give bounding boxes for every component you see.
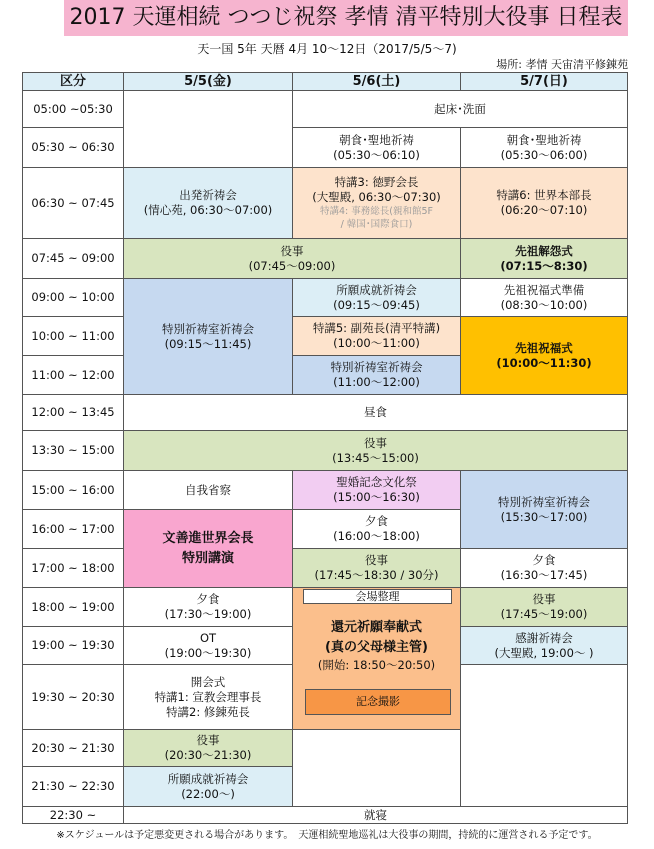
time-slot-line: 05:00 ~05:30 bbox=[33, 101, 113, 116]
time-slot bbox=[22, 729, 124, 767]
event-departure-prayer-line: 出発祈祷会 bbox=[179, 188, 237, 202]
header-col2 bbox=[292, 72, 461, 91]
event-prayer-room-1 bbox=[123, 278, 293, 395]
event-service-4-line: (17:45～19:00) bbox=[500, 607, 588, 621]
event-ancestor-prep bbox=[460, 278, 628, 317]
event-opening-line: 開会式 bbox=[190, 674, 226, 689]
event-photo: 記念撮影 bbox=[305, 689, 451, 715]
time-slot-line: 05:30 ~ 06:30 bbox=[31, 140, 115, 154]
time-slot bbox=[22, 664, 124, 730]
time-slot bbox=[22, 470, 124, 510]
time-slot-line: 07:45 ~ 09:00 bbox=[31, 251, 115, 265]
place-label: 場所: 孝情 天宙清平修錬苑 bbox=[496, 58, 628, 71]
time-slot-line: 06:30 ~ 07:45 bbox=[31, 195, 115, 210]
time-slot bbox=[22, 278, 124, 317]
event-departure-prayer bbox=[123, 167, 293, 239]
event-prayer-room-3 bbox=[460, 470, 628, 549]
time-slot-line: 19:00 ~ 19:30 bbox=[31, 638, 115, 652]
time-slot-line: 22:30 ~ bbox=[49, 807, 97, 822]
event-lunch bbox=[123, 394, 628, 431]
event-thanks-prayer-line: 感謝祈祷会 bbox=[515, 630, 573, 645]
event-opening bbox=[123, 664, 293, 730]
time-slot bbox=[22, 355, 124, 395]
event-dinner-0507-line: (16:30～17:45) bbox=[500, 568, 588, 582]
event-breakfast-0506-line: (05:30～06:10) bbox=[333, 147, 420, 162]
event-offering-title-line: (真の父母様主管) bbox=[325, 640, 428, 655]
event-departure-prayer-line: (情心苑, 06:30～07:00) bbox=[143, 203, 273, 217]
footer-note: ※スケジュールは予定悪変更される場合があります。 天運相続聖地巡礼は大役事の期間，持続的に運営される予定です。 bbox=[56, 830, 598, 841]
event-thanks-prayer bbox=[460, 626, 628, 665]
event-prayer-room-1-line: (09:15～11:45) bbox=[164, 336, 252, 351]
time-slot-line: 15:00 ~ 16:00 bbox=[31, 482, 115, 497]
time-slot-line: 21:30 ~ 22:30 bbox=[31, 779, 115, 793]
event-service-5 bbox=[123, 729, 293, 767]
time-slot-line: 13:30 ~ 15:00 bbox=[31, 443, 115, 457]
time-slot-line: 09:00 ~ 10:00 bbox=[31, 290, 115, 304]
event-prayer-room-3-line: 特別祈祷室祈祷会 bbox=[498, 494, 590, 509]
time-slot-line: 17:00 ~ 18:00 bbox=[31, 560, 115, 575]
event-dinner-0505-line: (17:30～19:00) bbox=[164, 607, 252, 621]
event-service-4-line: 役事 bbox=[532, 592, 556, 606]
event-special-lecture-line: 文善進世界会長 bbox=[162, 530, 254, 546]
header-col3-line: 5/7(日) bbox=[520, 74, 568, 89]
event-self-reflection bbox=[123, 470, 293, 510]
event-lecture-5-line: 特講5: 副苑長(清平特講) bbox=[312, 321, 441, 335]
event-self-reflection-line: 自我省察 bbox=[185, 482, 231, 497]
event-ancestor-prep-line: (08:30～10:00) bbox=[500, 297, 588, 312]
event-ancestor-liberation bbox=[460, 238, 628, 279]
time-slot bbox=[22, 238, 124, 279]
event-dinner-0505-line: 夕食 bbox=[196, 592, 220, 606]
event-dinner-0506-line: (16:00～18:00) bbox=[333, 529, 420, 543]
event-service-3 bbox=[292, 548, 461, 588]
event-wish-prayer-2-line: (22:00～) bbox=[181, 786, 235, 801]
event-ancestor-liberation-line: (07:15～8:30) bbox=[500, 258, 588, 273]
event-ancestor-prep-line: 先祖祝福式準備 bbox=[503, 282, 585, 297]
event-marriage-festival-line: 聖婚記念文化祭 bbox=[336, 475, 417, 489]
time-slot bbox=[22, 548, 124, 588]
header-col0 bbox=[22, 72, 124, 91]
empty-cell bbox=[292, 729, 461, 807]
event-venue-setup: 会場整理 bbox=[303, 589, 452, 604]
event-dinner-0505 bbox=[123, 587, 293, 627]
event-service-2-line: (13:45～15:00) bbox=[332, 450, 419, 465]
event-thanks-prayer-line: (大聖殿, 19:00～ ) bbox=[494, 645, 594, 660]
event-service-3-line: 役事 bbox=[365, 553, 388, 567]
event-offering-ceremony bbox=[292, 587, 461, 730]
event-ancestor-liberation-line: 先祖解怨式 bbox=[515, 243, 573, 258]
subtitle: 天一国 5年 天暦 4月 10～12日（2017/5/5～7) bbox=[197, 42, 457, 56]
event-wish-prayer-2 bbox=[123, 766, 293, 807]
time-slot bbox=[22, 626, 124, 665]
event-dinner-0506 bbox=[292, 509, 461, 549]
event-lecture-6 bbox=[460, 167, 628, 239]
time-slot bbox=[22, 509, 124, 549]
event-lecture-4-line: / 韓国･国際食口) bbox=[340, 219, 413, 230]
time-slot-line: 11:00 ~ 12:00 bbox=[31, 367, 115, 382]
event-breakfast-0507-line: 朝食･聖地祈祷 bbox=[506, 132, 582, 147]
time-slot bbox=[22, 90, 124, 128]
empty-cell bbox=[460, 664, 628, 807]
event-wake-line: 起床･洗面 bbox=[434, 101, 486, 116]
event-opening-line: 特講2: 修錬苑長 bbox=[166, 704, 250, 719]
event-dinner-0507 bbox=[460, 548, 628, 588]
event-lecture-5-line: (10:00～11:00) bbox=[333, 336, 420, 350]
time-slot-line: 20:30 ~ 21:30 bbox=[31, 740, 115, 755]
event-wish-prayer-1-line: 所願成就祈祷会 bbox=[336, 282, 417, 297]
event-service-4 bbox=[460, 587, 628, 627]
event-lecture-6-line: 特講6: 世界本部長 bbox=[496, 188, 592, 202]
time-slot bbox=[22, 587, 124, 627]
event-service-2-line: 役事 bbox=[364, 435, 387, 450]
event-lecture-3 bbox=[292, 167, 461, 239]
event-wish-prayer-2-line: 所願成就祈祷会 bbox=[167, 771, 249, 786]
event-lunch-line: 昼食 bbox=[364, 405, 387, 419]
event-lecture-3-line: 特講3: 徳野会長 bbox=[334, 175, 419, 189]
event-sleep-line: 就寝 bbox=[364, 807, 387, 822]
event-service-5-line: (20:30～21:30) bbox=[164, 748, 252, 762]
event-wish-prayer-1 bbox=[292, 278, 461, 317]
event-lecture-4-line: 特講4: 事務総長(親和館5F bbox=[320, 206, 433, 217]
event-ot-line: (19:00～19:30) bbox=[164, 645, 252, 660]
time-slot bbox=[22, 394, 124, 431]
event-breakfast-0507 bbox=[460, 127, 628, 168]
empty-cell bbox=[123, 90, 293, 168]
event-service-5-line: 役事 bbox=[196, 733, 220, 747]
time-slot bbox=[22, 430, 124, 471]
event-sleep bbox=[123, 806, 628, 824]
event-lecture-3-line: (大聖殿, 06:30～07:30) bbox=[312, 190, 441, 204]
event-prayer-room-2-line: (11:00～12:00) bbox=[333, 375, 420, 389]
header-col2-line: 5/6(土) bbox=[352, 74, 401, 89]
event-opening-line: 特講1: 宣教会理事長 bbox=[154, 689, 262, 704]
event-marriage-festival-line: (15:00～16:30) bbox=[333, 490, 420, 504]
time-slot-line: 10:00 ~ 11:00 bbox=[31, 328, 115, 343]
event-lecture-5 bbox=[292, 316, 461, 356]
event-breakfast-0506 bbox=[292, 127, 461, 168]
event-service-1 bbox=[123, 238, 461, 279]
time-slot bbox=[22, 127, 124, 168]
event-ot-line: OT bbox=[199, 630, 217, 645]
event-dinner-0507-line: 夕食 bbox=[532, 553, 556, 567]
header-col1-line: 5/5(金) bbox=[184, 74, 232, 89]
page-title: 2017 天運相続 つつじ祝祭 孝情 清平特別大役事 日程表 bbox=[64, 0, 628, 36]
event-marriage-festival bbox=[292, 470, 461, 510]
header-col1 bbox=[123, 72, 293, 91]
header-col0-line: 区分 bbox=[59, 74, 86, 89]
event-service-3-line: (17:45～18:30 / 30分) bbox=[314, 568, 439, 582]
time-slot-line: 19:30 ~ 20:30 bbox=[31, 689, 115, 704]
event-lecture-6-line: (06:20～07:10) bbox=[500, 203, 588, 217]
event-service-2 bbox=[123, 430, 628, 471]
event-ancestor-blessing bbox=[460, 316, 628, 395]
event-wake bbox=[292, 90, 628, 128]
time-slot bbox=[22, 806, 124, 824]
event-prayer-room-2 bbox=[292, 355, 461, 395]
event-special-lecture bbox=[123, 509, 293, 588]
event-prayer-room-1-line: 特別祈祷室祈祷会 bbox=[162, 321, 254, 336]
event-service-1-line: 役事 bbox=[280, 243, 304, 258]
event-wish-prayer-1-line: (09:15～09:45) bbox=[333, 297, 420, 312]
time-slot bbox=[22, 316, 124, 356]
event-ancestor-blessing-line: 先祖祝福式 bbox=[515, 340, 573, 355]
event-ot bbox=[123, 626, 293, 665]
event-service-1-line: (07:45～09:00) bbox=[248, 258, 336, 273]
event-dinner-0506-line: 夕食 bbox=[365, 514, 388, 528]
time-slot bbox=[22, 167, 124, 239]
event-ancestor-blessing-line: (10:00～11:30) bbox=[496, 355, 592, 370]
event-prayer-room-2-line: 特別祈祷室祈祷会 bbox=[330, 360, 423, 374]
event-breakfast-0506-line: 朝食･聖地祈祷 bbox=[339, 132, 414, 147]
event-special-lecture-line: 特別講演 bbox=[181, 550, 234, 566]
event-breakfast-0507-line: (05:30～06:00) bbox=[500, 147, 588, 162]
event-prayer-room-3-line: (15:30～17:00) bbox=[500, 509, 588, 524]
event-offering-time: (開始: 18:50～20:50) bbox=[317, 658, 436, 672]
time-slot-line: 16:00 ~ 17:00 bbox=[31, 521, 115, 536]
time-slot-line: 18:00 ~ 19:00 bbox=[31, 599, 115, 614]
header-col3 bbox=[460, 72, 628, 91]
event-offering-title-line: 還元祈願奉献式 bbox=[330, 620, 422, 635]
time-slot bbox=[22, 766, 124, 807]
time-slot-line: 12:00 ~ 13:45 bbox=[31, 405, 115, 419]
